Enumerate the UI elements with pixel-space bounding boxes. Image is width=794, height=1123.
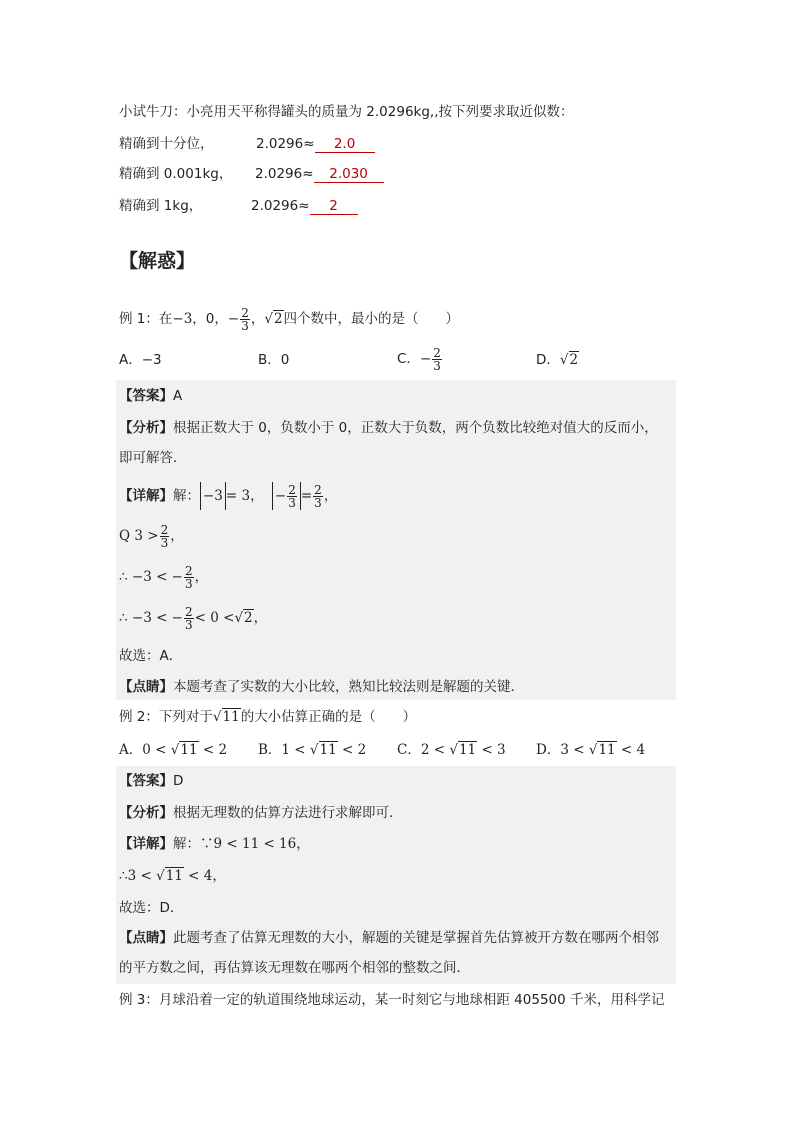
ex1-suffix: 四个数中，最小的是（ ） bbox=[283, 311, 460, 327]
ex1-prefix: 例 1：在 bbox=[119, 311, 173, 327]
ex1-detail: 【详解】解： −3 = 3， − $\frac{2}{3}$ = $\frac{2}{3}$ ， bbox=[119, 482, 338, 510]
ex2-choice: 故选：D． bbox=[119, 900, 184, 916]
ex1-option-b: B．0 bbox=[258, 352, 290, 368]
ex1-answer: 【答案】A bbox=[119, 388, 183, 404]
ex2-note: 【点睛】此题考查了估算无理数的大小，解题的关键是掌握首先估算被开方数在哪两个相邻 bbox=[119, 930, 659, 946]
row-label: 精确到 0.001kg， bbox=[119, 166, 233, 182]
row-answer: 2.030 bbox=[314, 166, 384, 183]
row-expr: 2.0296≈ bbox=[256, 136, 315, 152]
ex2-option-a: A．0 < √11 < 2 bbox=[119, 742, 228, 758]
ex3-question: 例 3：月球沿着一定的轨道围绕地球运动，某一时刻它与地球相距 405500 千米，用科学记 bbox=[119, 992, 665, 1008]
row-expr: 2.0296≈ bbox=[251, 198, 310, 214]
row-label: 精确到十分位， bbox=[119, 136, 214, 152]
ex2-option-b: B．1 < √11 < 2 bbox=[258, 742, 367, 758]
ex1-step2: Q 3 > $\frac{2}{3}$ ， bbox=[119, 522, 184, 550]
ex1-question bbox=[119, 306, 459, 332]
row-answer: 2.0 bbox=[315, 136, 375, 153]
row-label: 精确到 1kg， bbox=[119, 198, 203, 214]
ex1-num: −3 bbox=[172, 311, 193, 327]
practice-row-3 bbox=[119, 196, 358, 216]
section-title: 【解惑】 bbox=[119, 250, 196, 272]
fraction: $\frac{2}{3}$ bbox=[241, 305, 249, 333]
ex2-question: 例 2：下列对于√11的大小估算正确的是（ ） bbox=[119, 709, 417, 725]
ex2-note-cont: 的平方数之间，再估算该无理数在哪两个相邻的整数之间． bbox=[119, 960, 470, 976]
row-expr: 2.0296≈ bbox=[255, 166, 314, 182]
ex1-option-d: D．√2 bbox=[536, 352, 579, 368]
practice-intro: 小试牛刀：小亮用天平称得罐头的质量为 2.0296kg,,按下列要求取近似数： bbox=[119, 104, 574, 120]
ex2-analysis: 【分析】根据无理数的估算方法进行求解即可． bbox=[119, 805, 403, 821]
ex1-option-c: C．− $\frac{2}{3}$ bbox=[397, 345, 441, 373]
ex1-sep1: ，0， bbox=[192, 311, 228, 327]
ex1-choice: 故选：A． bbox=[119, 648, 183, 664]
practice-row-2 bbox=[119, 164, 384, 184]
row-answer: 2 bbox=[310, 198, 358, 215]
ex2-step: ∴3 < √11 < 4， bbox=[119, 868, 226, 884]
ex2-option-c: C．2 < √11 < 3 bbox=[397, 742, 506, 758]
sqrt-expr: √2 bbox=[264, 311, 283, 327]
ex1-option-a: A．−3 bbox=[119, 352, 162, 368]
practice-row-1 bbox=[119, 134, 375, 154]
ex1-step4: ∴ −3 < − $\frac{2}{3}$ < 0 <√2， bbox=[119, 604, 268, 632]
ex1-minus: − bbox=[227, 311, 240, 327]
ex2-detail: 【详解】解：∵9 < 11 < 16， bbox=[119, 836, 310, 852]
ex1-step3: ∴ −3 < − $\frac{2}{3}$ ， bbox=[119, 563, 209, 591]
ex1-analysis-cont: 即可解答． bbox=[119, 450, 187, 466]
ex1-sep2: ， bbox=[250, 311, 265, 327]
ex1-note: 【点睛】本题考查了实数的大小比较，熟知比较法则是解题的关键． bbox=[119, 679, 524, 695]
ex1-analysis: 【分析】根据正数大于 0，负数小于 0，正数大于负数，两个负数比较绝对值大的反而小， bbox=[119, 420, 658, 436]
ex2-option-d: D．3 < √11 < 4 bbox=[536, 742, 646, 758]
ex2-answer: 【答案】D bbox=[119, 773, 184, 789]
